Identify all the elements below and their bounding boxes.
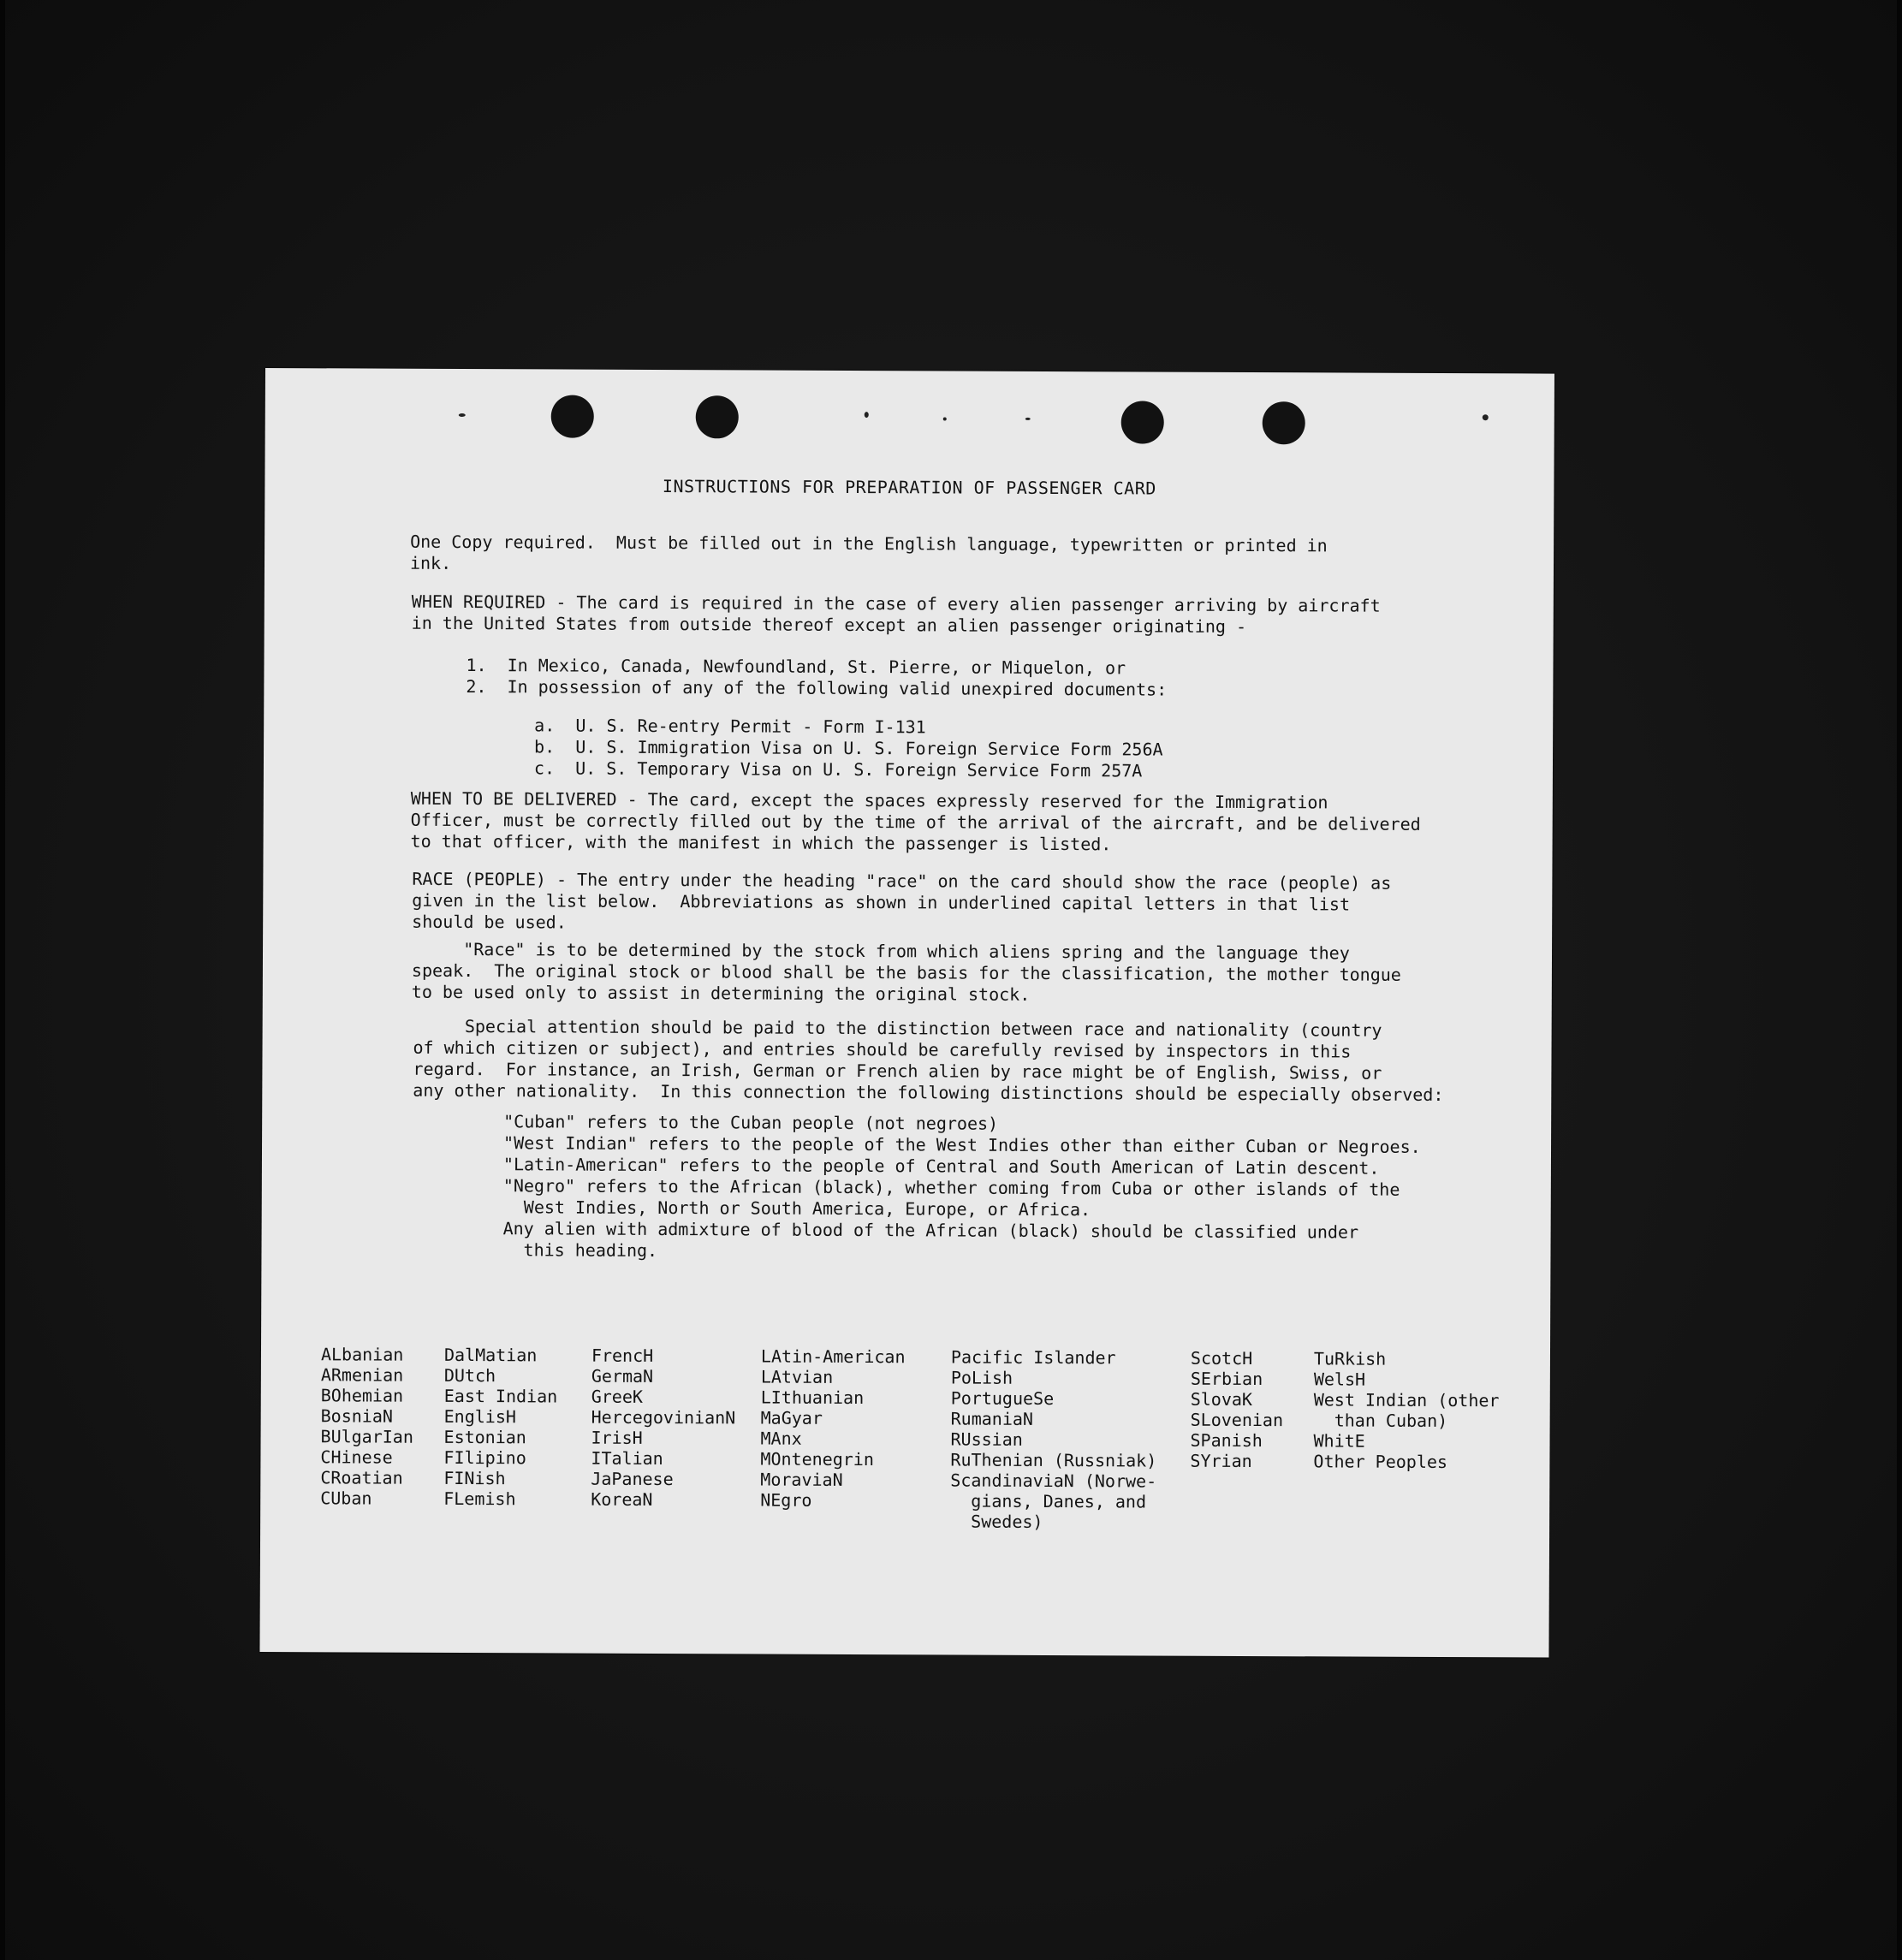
race-entry: MoraviaN: [760, 1469, 843, 1490]
race-entry: MaGyar: [760, 1407, 823, 1428]
race-column: [1313, 1348, 1499, 1472]
text-line: any other nationality. In this connection the following distinctions should be especially observed:: [413, 1079, 1444, 1106]
race-entry: CHinese: [320, 1446, 393, 1468]
race-entry: RuThenian (Russniak): [950, 1449, 1157, 1471]
speck-mark: [1025, 418, 1031, 420]
race-entry: BosniaN: [320, 1405, 394, 1427]
race-entry: SLovenian: [1190, 1409, 1284, 1431]
race-entry: MAnx: [760, 1428, 802, 1449]
text-line: West Indies, North or South America, Europe, or Africa.: [502, 1197, 1091, 1221]
punch-hole: [696, 395, 739, 438]
text-line: "Negro" refers to the African (black), whether coming from Cuba or other islands of the: [502, 1175, 1400, 1200]
race-entry: KoreaN: [591, 1488, 653, 1510]
text-line: One Copy required. Must be filled out in the English language, typewritten or printed in: [410, 531, 1328, 556]
when-delivered-paragraph: [411, 788, 1421, 857]
distinctions-list: [502, 1111, 1420, 1265]
race-entry: WelsH: [1313, 1369, 1366, 1390]
race-entry: WhitE: [1313, 1430, 1365, 1452]
race-entry: NEgro: [760, 1489, 812, 1511]
race-entry: Other Peoples: [1313, 1451, 1448, 1473]
text-line: "Race" is to be determined by the stock from which aliens spring and the language they: [411, 938, 1350, 964]
passenger-card-instructions-page: [259, 368, 1554, 1658]
race-entry: gians, Danes, and: [950, 1490, 1147, 1512]
text-line: regard. For instance, an Irish, German or French alien by race might be of English, Swiss, or: [413, 1058, 1382, 1084]
film-edge-left: [0, 0, 5, 1960]
race-entry: Estonian: [443, 1426, 526, 1448]
intro-paragraph: [410, 532, 1328, 579]
text-line: given in the list below. Abbreviations as shown in underlined capital letters in that list: [412, 889, 1351, 915]
race-definition-paragraph: [412, 939, 1401, 1007]
race-entry: Swedes): [950, 1511, 1043, 1532]
text-line: Officer, must be correctly filled out by the time of the arrival of the aircraft, and be delivered: [410, 809, 1421, 834]
race-entry: DalMatian: [443, 1344, 538, 1366]
text-line: a. U. S. Re-entry Permit - Form I-131: [534, 715, 926, 738]
race-column: [950, 1347, 1157, 1533]
race-entry: PortugueSe: [950, 1387, 1055, 1410]
race-entry: West Indian (other: [1313, 1389, 1500, 1411]
race-entry: LAtin-American: [760, 1345, 906, 1368]
text-line: to that officer, with the manifest in which the passenger is listed.: [410, 830, 1112, 855]
text-line: speak. The original stock or blood shall be the basis for the classification, the mother tongue: [411, 959, 1401, 985]
race-entry: FIlipino: [443, 1446, 526, 1469]
race-entry: ITalian: [591, 1447, 663, 1470]
race-entry: PoLish: [950, 1367, 1013, 1388]
race-nationality-paragraph: [413, 1016, 1444, 1106]
film-edge-right: [1897, 0, 1902, 1960]
text-line: b. U. S. Immigration Visa on U. S. Foreign Service Form 256A: [534, 736, 1163, 760]
race-entry: MOntenegrin: [760, 1448, 874, 1470]
text-line: Any alien with admixture of blood of the African (black) should be classified under: [502, 1218, 1359, 1243]
race-entry: DUtch: [443, 1364, 496, 1387]
race-entry: RUssian: [950, 1428, 1023, 1450]
race-entry: LAtvian: [760, 1366, 834, 1387]
race-entry: GermaN: [591, 1365, 654, 1387]
text-line: WHEN REQUIRED - The card is required in the case of every alien passenger arriving by aircraft: [411, 591, 1381, 616]
text-line: "Cuban" refers to the Cuban people (not negroes): [503, 1111, 999, 1134]
race-entry: FrencH: [591, 1345, 654, 1366]
race-column: [443, 1345, 557, 1510]
text-line: WHEN TO BE DELIVERED - The card, except the spaces expressly reserved for the Immigration: [410, 787, 1328, 813]
race-entry: ScandinaviaN (Norwe-: [950, 1470, 1157, 1492]
speck-mark: [865, 412, 869, 418]
race-entry: BUlgarIan: [320, 1426, 413, 1447]
race-entry: East Indian: [443, 1385, 558, 1407]
race-entry: ARmenian: [320, 1364, 404, 1386]
race-entry: SPanish: [1190, 1429, 1263, 1452]
speck-mark: [1483, 414, 1489, 420]
race-entry: ScotcH: [1190, 1347, 1253, 1369]
race-entry: IrisH: [591, 1427, 643, 1448]
text-line: to be used only to assist in determining the original stock.: [411, 981, 1031, 1005]
race-entry: HercegovinianN: [591, 1406, 736, 1428]
race-entry: SYrian: [1190, 1450, 1252, 1472]
numbered-list: [466, 655, 1167, 701]
race-entry: FINish: [443, 1467, 506, 1489]
text-line: in the United States from outside thereof except an alien passenger originating -: [411, 612, 1247, 638]
text-line: "West Indian" refers to the people of the West Indies other than either Cuban or Negroes.: [503, 1132, 1421, 1157]
race-entry: FLemish: [443, 1488, 516, 1510]
text-line: "Latin-American" refers to the people of Central and South American of Latin descent.: [502, 1154, 1380, 1179]
race-entry: EnglisH: [443, 1405, 517, 1428]
race-entry: ALbanian: [320, 1344, 404, 1365]
race-entry: BOhemian: [320, 1385, 404, 1406]
speck-mark: [943, 417, 947, 420]
race-entry: TuRkish: [1313, 1348, 1387, 1369]
document-list: [534, 715, 1163, 781]
punch-hole: [551, 395, 594, 437]
page-title: INSTRUCTIONS FOR PREPARATION OF PASSENGER CARD: [662, 476, 1156, 499]
speck-mark: [459, 413, 466, 417]
text-line: Special attention should be paid to the distinction between race and nationality (country: [413, 1015, 1382, 1041]
race-column: [760, 1346, 905, 1512]
race-column: [591, 1345, 735, 1511]
text-line: 1. In Mexico, Canada, Newfoundland, St. Pierre, or Miquelon, or: [466, 655, 1126, 679]
race-entry: Pacific Islander: [950, 1346, 1116, 1369]
race-entry: GreeK: [591, 1386, 644, 1407]
text-line: 2. In possession of any of the following valid unexpired documents:: [466, 676, 1168, 700]
race-entry: SlovaK: [1190, 1388, 1253, 1411]
race-entry: CUban: [320, 1488, 372, 1509]
punch-hole: [1263, 401, 1305, 444]
text-line: c. U. S. Temporary Visa on U. S. Foreign Service Form 257A: [533, 757, 1143, 781]
text-line: of which citizen or subject), and entries should be carefully revised by inspectors in this: [413, 1036, 1352, 1062]
text-line: ink.: [409, 552, 452, 573]
race-entry: RumaniaN: [950, 1408, 1034, 1429]
text-line: RACE (PEOPLE) - The entry under the heading "race" on the card should show the race (people) as: [412, 868, 1392, 894]
race-entry: SErbian: [1190, 1368, 1263, 1390]
race-paragraph: [412, 869, 1391, 937]
race-entry: JaPanese: [591, 1468, 674, 1490]
text-line: this heading.: [502, 1239, 658, 1262]
race-column: [1190, 1348, 1283, 1471]
punch-hole: [1121, 401, 1164, 443]
race-entry: than Cuban): [1313, 1410, 1448, 1432]
race-entry: CRoatian: [320, 1467, 403, 1488]
when-required-paragraph: [412, 591, 1381, 638]
race-entry: LIthuanian: [760, 1387, 865, 1409]
text-line: should be used.: [412, 911, 567, 933]
race-column: [320, 1344, 413, 1508]
